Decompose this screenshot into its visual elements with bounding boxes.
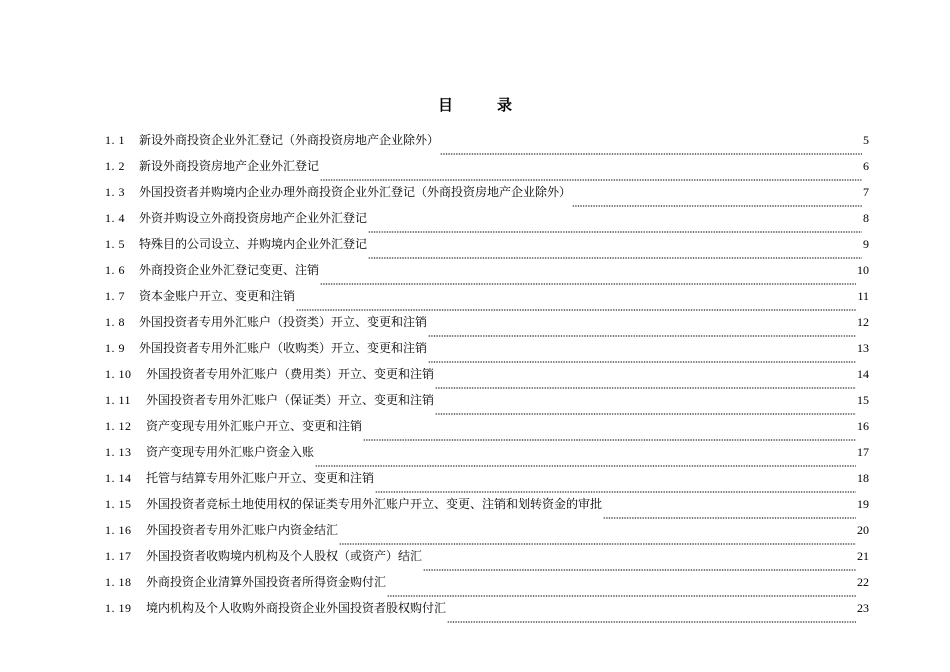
toc-entry-page-number: 14	[857, 367, 869, 381]
toc-entry-page-number: 12	[857, 315, 869, 329]
toc-entry-number: 1. 13	[105, 445, 132, 459]
toc-dot-leader	[428, 353, 856, 363]
toc-entry-page-number: 6	[863, 159, 869, 173]
toc-entry-page-number: 15	[857, 393, 869, 407]
toc-entry-title: 外国投资者专用外汇账户内资金结汇	[146, 523, 339, 537]
toc-entry-title: 资产变现专用外汇账户开立、变更和注销	[146, 419, 363, 433]
toc-heading	[0, 94, 950, 115]
toc-entry-number: 1. 3	[105, 185, 125, 199]
toc-entry-number: 1. 16	[105, 523, 132, 537]
toc-heading-char-2: 录	[497, 96, 513, 114]
toc-entry-page-number: 22	[857, 575, 869, 589]
toc-entry-page-number: 13	[857, 341, 869, 355]
toc-dot-leader	[428, 327, 856, 337]
toc-entry-number: 1. 2	[105, 159, 125, 173]
toc-entry-title: 资本金账户开立、变更和注销	[139, 289, 296, 303]
toc-dot-leader	[387, 587, 856, 597]
toc-dot-leader	[368, 249, 862, 259]
toc-entry[interactable]	[105, 184, 869, 210]
toc-dot-leader	[603, 509, 856, 519]
toc-dot-leader	[375, 483, 856, 493]
toc-entry[interactable]	[105, 288, 869, 314]
toc-entry-number: 1. 8	[105, 315, 125, 329]
toc-entry-number: 1. 18	[105, 575, 132, 589]
toc-dot-leader	[572, 197, 862, 207]
toc-entry-number: 1. 5	[105, 237, 125, 251]
toc-entry-page-number: 9	[863, 237, 869, 251]
toc-entry[interactable]	[105, 548, 869, 574]
toc-entry-title: 外国投资者专用外汇账户（投资类）开立、变更和注销	[139, 315, 428, 329]
toc-entry-page-number: 20	[857, 523, 869, 537]
toc-entry[interactable]	[105, 392, 869, 418]
toc-entry-number: 1. 12	[105, 419, 132, 433]
toc-entry-title: 境内机构及个人收购外商投资企业外国投资者股权购付汇	[146, 601, 447, 615]
toc-entry-page-number: 10	[857, 263, 869, 277]
toc-entry[interactable]	[105, 444, 869, 470]
toc-dot-leader	[315, 457, 856, 467]
toc-entry-title: 外国投资者专用外汇账户（费用类）开立、变更和注销	[146, 367, 435, 381]
toc-dot-leader	[447, 613, 856, 623]
toc-entry-number: 1. 15	[105, 497, 132, 511]
toc-entry[interactable]	[105, 522, 869, 548]
toc-entry-title: 新设外商投资企业外汇登记（外商投资房地产企业除外）	[139, 133, 440, 147]
toc-entry[interactable]	[105, 236, 869, 262]
toc-entry[interactable]	[105, 158, 869, 184]
toc-entry-number: 1. 4	[105, 211, 125, 225]
toc-entry[interactable]	[105, 340, 869, 366]
toc-entry-title: 资产变现专用外汇账户资金入账	[146, 445, 315, 459]
toc-entry-page-number: 8	[863, 211, 869, 225]
table-of-contents	[105, 132, 869, 626]
toc-entry-number: 1. 10	[105, 367, 132, 381]
toc-entry-title: 外国投资者专用外汇账户（收购类）开立、变更和注销	[139, 341, 428, 355]
toc-entry-title: 外商投资企业外汇登记变更、注销	[139, 263, 320, 277]
toc-entry-title: 新设外商投资房地产企业外汇登记	[139, 159, 320, 173]
toc-dot-leader	[435, 405, 856, 415]
toc-entry[interactable]	[105, 366, 869, 392]
toc-dot-leader	[296, 301, 856, 311]
toc-entry[interactable]	[105, 574, 869, 600]
toc-dot-leader	[440, 145, 862, 155]
toc-dot-leader	[339, 535, 856, 545]
toc-dot-leader	[320, 275, 856, 285]
toc-entry-number: 1. 9	[105, 341, 125, 355]
toc-entry-page-number: 16	[857, 419, 869, 433]
toc-entry-page-number: 23	[857, 601, 869, 615]
toc-entry-page-number: 5	[863, 133, 869, 147]
toc-entry-page-number: 7	[863, 185, 869, 199]
toc-entry-title: 外资并购设立外商投资房地产企业外汇登记	[139, 211, 368, 225]
toc-dot-leader	[435, 379, 856, 389]
toc-entry-number: 1. 17	[105, 549, 132, 563]
toc-entry[interactable]	[105, 600, 869, 626]
toc-entry[interactable]	[105, 262, 869, 288]
toc-entry-title: 外国投资者竞标土地使用权的保证类专用外汇账户开立、变更、注销和划转资金的审批	[146, 497, 603, 511]
toc-entry-page-number: 21	[857, 549, 869, 563]
toc-entry[interactable]	[105, 418, 869, 444]
toc-entry-page-number: 11	[857, 289, 869, 303]
toc-entry-title: 外国投资者收购境内机构及个人股权（或资产）结汇	[146, 549, 423, 563]
toc-entry-number: 1. 19	[105, 601, 132, 615]
toc-entry[interactable]	[105, 210, 869, 236]
toc-dot-leader	[423, 561, 856, 571]
toc-heading-char-1: 目	[437, 96, 453, 114]
toc-entry-page-number: 18	[857, 471, 869, 485]
toc-entry[interactable]	[105, 132, 869, 158]
toc-entry-number: 1. 14	[105, 471, 132, 485]
toc-entry[interactable]	[105, 470, 869, 496]
toc-entry-title: 外国投资者并购境内企业办理外商投资企业外汇登记（外商投资房地产企业除外）	[139, 185, 572, 199]
toc-entry-page-number: 19	[857, 497, 869, 511]
toc-entry-title: 外商投资企业清算外国投资者所得资金购付汇	[146, 575, 387, 589]
toc-dot-leader	[363, 431, 856, 441]
toc-entry-number: 1. 6	[105, 263, 125, 277]
toc-entry-title: 托管与结算专用外汇账户开立、变更和注销	[146, 471, 375, 485]
toc-entry-page-number: 17	[857, 445, 869, 459]
toc-entry[interactable]	[105, 314, 869, 340]
toc-entry-number: 1. 1	[105, 133, 125, 147]
toc-entry-title: 特殊目的公司设立、并购境内企业外汇登记	[139, 237, 368, 251]
toc-entry-title: 外国投资者专用外汇账户（保证类）开立、变更和注销	[146, 393, 435, 407]
toc-dot-leader	[320, 171, 862, 181]
toc-entry[interactable]	[105, 496, 869, 522]
toc-entry-number: 1. 11	[105, 393, 132, 407]
toc-dot-leader	[368, 223, 862, 233]
toc-entry-number: 1. 7	[105, 289, 125, 303]
